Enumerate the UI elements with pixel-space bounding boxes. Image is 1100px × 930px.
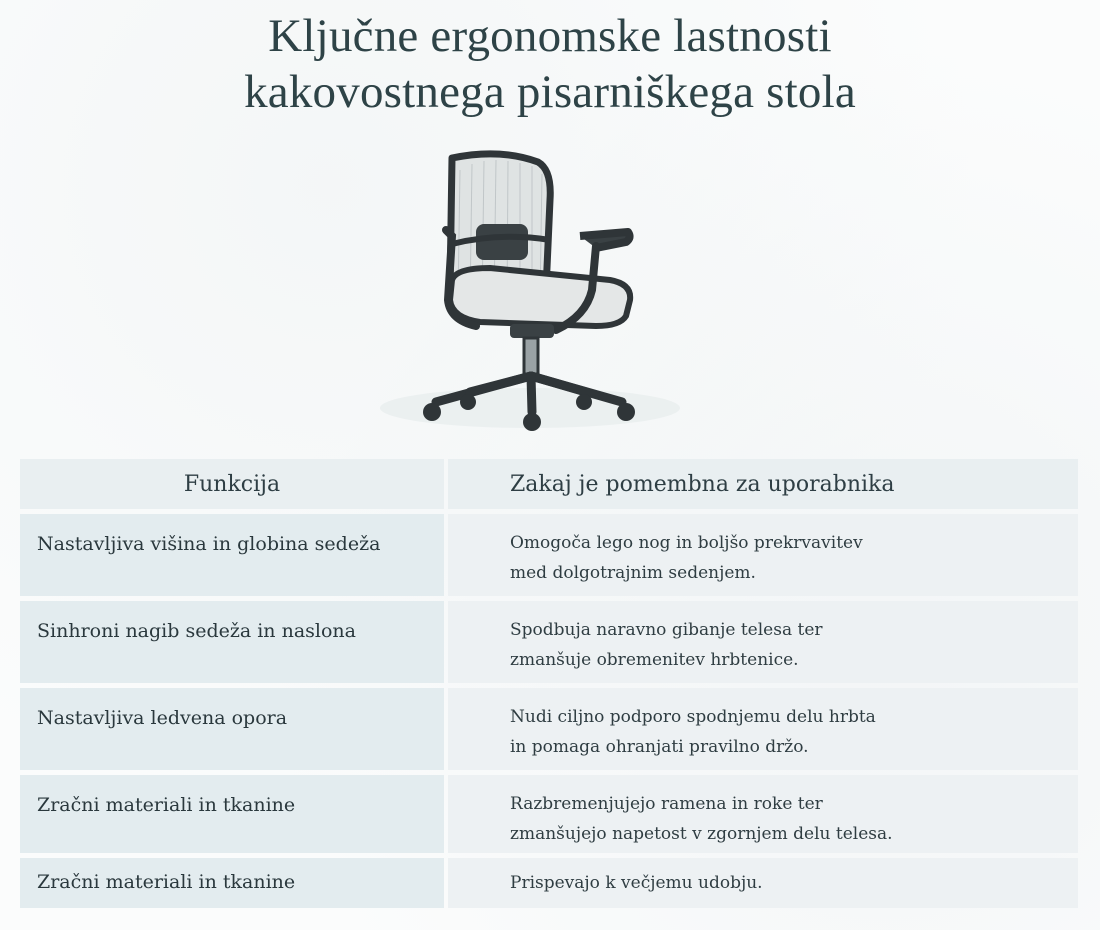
table-row xyxy=(20,514,1078,596)
page-title xyxy=(0,8,1100,120)
reason-line-1: Nudi ciljno podporo spodnjemu delu hrbta xyxy=(510,707,876,727)
header-reason: Zakaj je pomembna za uporabnika xyxy=(448,459,1078,509)
feature-cell xyxy=(20,775,444,853)
feature-text: Nastavljiva ledvena opora xyxy=(37,707,288,729)
table-header-row xyxy=(20,459,1078,509)
ergonomics-table xyxy=(20,459,1078,913)
office-chair-illustration xyxy=(360,140,700,440)
reason-cell xyxy=(448,601,1078,683)
feature-text: Zračni materiali in tkanine xyxy=(37,794,296,816)
reason-line-1: Spodbuja naravno gibanje telesa ter xyxy=(510,620,823,640)
feature-cell xyxy=(20,514,444,596)
page-title-line-2: kakovostnega pisarniškega stola xyxy=(244,66,856,118)
reason-line-2: zmanšuje obremenitev hrbtenice. xyxy=(510,650,799,670)
reason-cell xyxy=(448,688,1078,770)
table-row xyxy=(20,858,1078,908)
feature-cell xyxy=(20,858,444,908)
reason-line-1: Razbremenjujejo ramena in roke ter xyxy=(510,794,823,814)
office-chair-icon xyxy=(360,140,700,440)
page-title-line-1: Ključne ergonomske lastnosti xyxy=(268,10,832,62)
table-row xyxy=(20,775,1078,853)
reason-line-2: med dolgotrajnim sedenjem. xyxy=(510,563,756,583)
header-feature: Funkcija xyxy=(20,459,444,509)
reason-cell xyxy=(448,858,1078,908)
feature-cell xyxy=(20,688,444,770)
reason-line-1: Prispevajo k večjemu udobju. xyxy=(510,873,763,893)
table-row xyxy=(20,688,1078,770)
feature-text: Sinhroni nagib sedeža in naslona xyxy=(37,620,356,642)
reason-line-1: Omogoča lego nog in boljšo prekrvavitev xyxy=(510,533,863,553)
reason-line-2: zmanšujejo napetost v zgornjem delu telesa. xyxy=(510,824,893,844)
feature-text: Zračni materiali in tkanine xyxy=(37,871,296,893)
feature-cell xyxy=(20,601,444,683)
table-row xyxy=(20,601,1078,683)
reason-line-2: in pomaga ohranjati pravilno držo. xyxy=(510,737,809,757)
feature-text: Nastavljiva višina in globina sedeža xyxy=(37,533,381,555)
reason-cell xyxy=(448,514,1078,596)
reason-cell xyxy=(448,775,1078,853)
